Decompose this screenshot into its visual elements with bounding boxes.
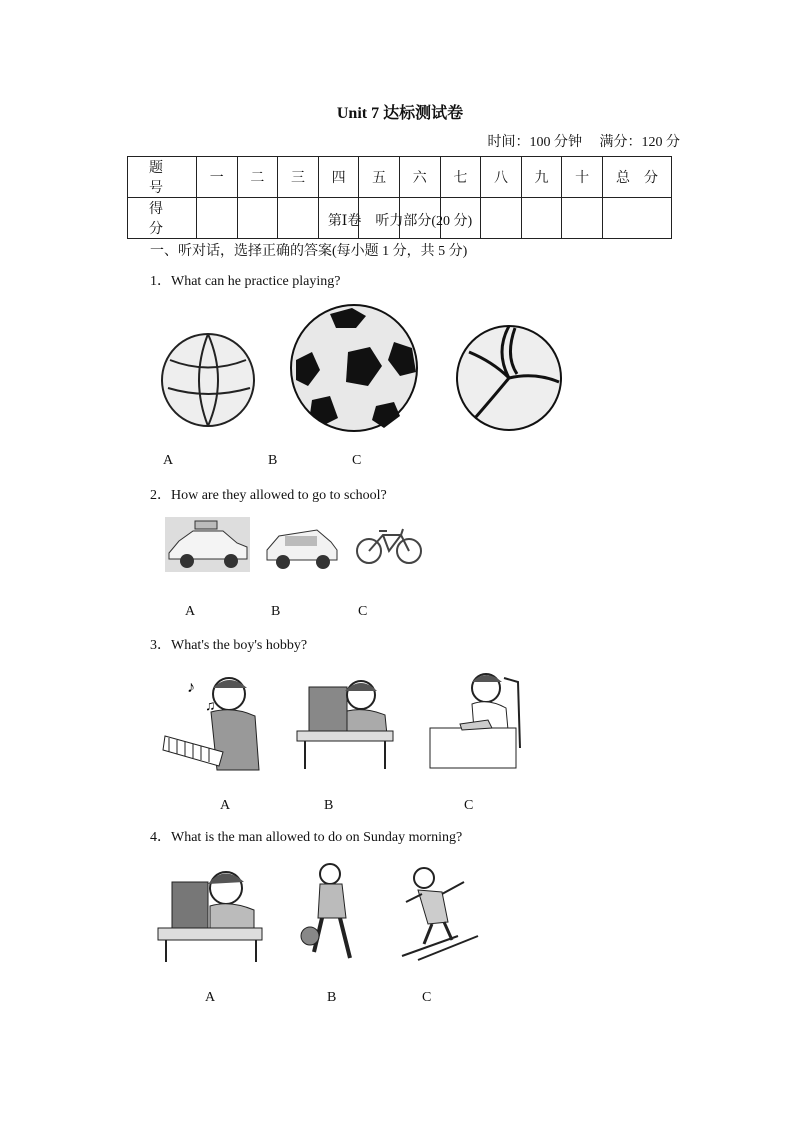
question-1: 1．What can he practice playing? [150,274,341,289]
exam-time: 时间：100 分钟 [487,135,582,150]
score-table-cell: 十 [562,157,603,198]
option-label: A [185,604,196,619]
skier-icon[interactable] [398,864,490,962]
option-label: A [205,990,216,1005]
taxi-icon[interactable] [165,517,250,572]
option-label: C [358,604,368,619]
score-table-cell: 六 [399,157,440,198]
piano-boy-icon[interactable] [163,670,263,770]
basketball-player-icon[interactable] [300,862,360,967]
part-heading: 第Ⅰ卷 听力部分(20 分) [327,214,473,229]
score-table-cell: 四 [318,157,359,198]
score-table-header-row [128,157,672,198]
exam-meta [474,131,681,151]
score-table-cell: 九 [521,157,562,198]
computer-man-icon[interactable] [158,868,268,963]
car-icon[interactable] [265,520,340,570]
option-label: A [163,453,174,468]
soccer-ball-icon[interactable] [290,302,420,434]
svg-text:♪: ♪ [187,679,195,696]
score-table-cell: 八 [481,157,522,198]
basketball-icon[interactable] [160,330,260,430]
page-title: Unit 7 达标测试卷 [336,105,464,122]
option-label: A [220,798,231,813]
question-4: 4．What is the man allowed to do on Sunday morning? [150,830,463,845]
score-table-cell: 总 分 [603,157,672,198]
exam-score: 满分：120 分 [599,135,680,150]
option-label: C [464,798,474,813]
option-label: B [324,798,334,813]
bicycle-icon[interactable] [355,525,425,565]
option-label: B [327,990,337,1005]
option-label: C [422,990,432,1005]
section-heading: 一、听对话，选择正确的答案(每小题 1 分，共 5 分) [150,244,468,259]
score-table-cell: 题 号 [128,157,197,198]
question-2: 2．How are they allowed to go to school? [150,488,387,503]
score-table-cell: 得 分 [128,198,197,239]
score-table-cell: 五 [359,157,400,198]
score-table-cell: 三 [278,157,319,198]
question-3: 3．What's the boy's hobby? [150,638,308,653]
score-table-cell: 七 [440,157,481,198]
svg-text:♫: ♫ [205,699,216,714]
volleyball-icon[interactable] [455,322,565,432]
reading-boy-icon[interactable] [428,668,523,770]
option-label: B [271,604,281,619]
score-table-cell: 一 [197,157,238,198]
option-label: C [352,453,362,468]
computer-boy-icon[interactable] [295,675,395,770]
score-table-cell: 二 [237,157,278,198]
option-label: B [268,453,278,468]
